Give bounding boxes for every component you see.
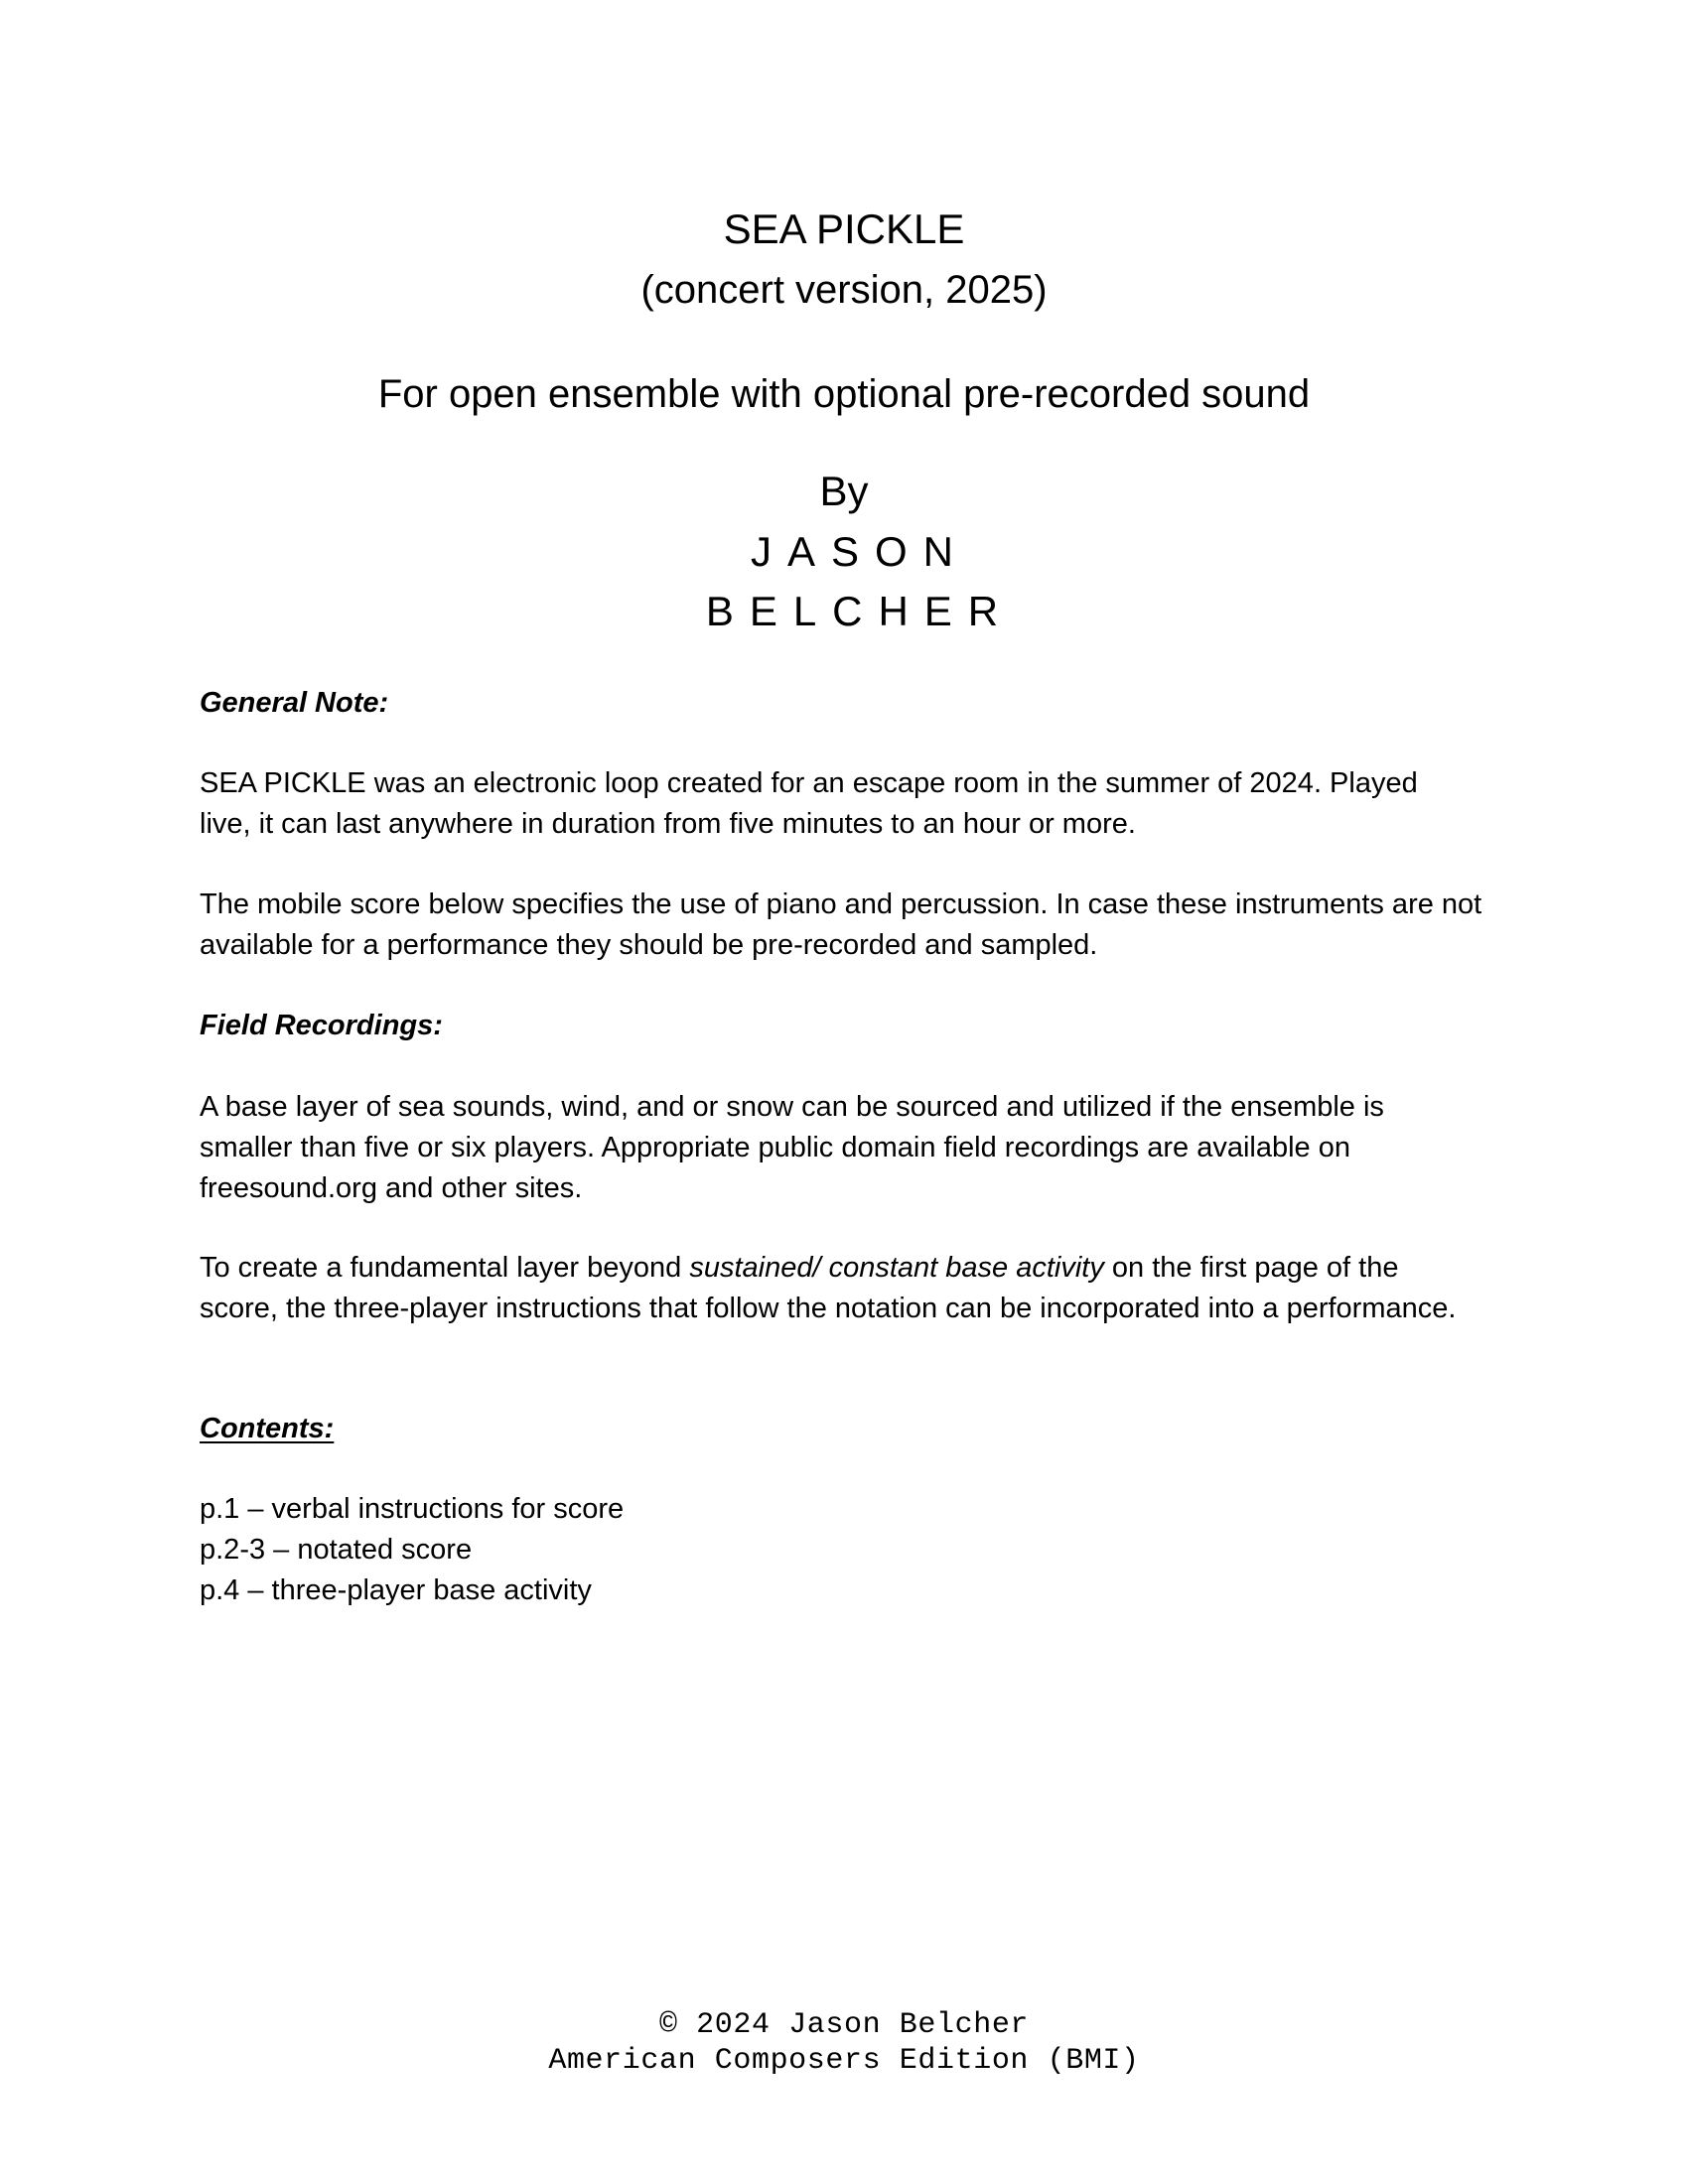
field-recordings-paragraph-2-emphasis: sustained/ constant base activity — [689, 1252, 1104, 1284]
field-recordings-paragraph-2-start: To create a fundamental layer beyond — [200, 1252, 690, 1284]
contents-item: p.4 – three-player base activity — [200, 1574, 592, 1606]
contents-heading-text: Contents: — [200, 1413, 335, 1444]
instrumentation-line: For open ensemble with optional pre-recorded sound — [377, 372, 1311, 416]
contents-item: p.1 – verbal instructions for score — [200, 1493, 625, 1525]
general-note-paragraph-1: SEA PICKLE was an electronic loop created for an escape room in the summer of 2024. Played live, it can last anywhere in duration from five minutes to an hour or more. — [200, 767, 1418, 840]
field-recordings-paragraph-2 — [200, 1248, 1480, 1329]
publisher-line: American Composers Edition (BMI) — [548, 2044, 1140, 2078]
contents-heading — [200, 1409, 1490, 1449]
version-subtitle: (concert version, 2025) — [640, 268, 1048, 312]
field-recordings-paragraph-1: A base layer of sea sounds, wind, and or snow can be sourced and utilized if the ensemble is smaller than five or six players. Appropriate public domain field recordings are available on freesound.org and other sites. — [200, 1091, 1384, 1204]
field-recordings-heading: Field Recordings: — [200, 1010, 443, 1041]
composer-last-name: BELCHER — [705, 588, 1015, 634]
general-note-heading: General Note: — [200, 687, 389, 719]
general-note-paragraph-2: The mobile score below specifies the use of piano and percussion. In case these instruments are not available for a performance they should be pre-recorded and sampled. — [200, 888, 1482, 961]
by-line: By — [819, 468, 869, 514]
contents-item: p.2-3 – notated score — [200, 1534, 473, 1566]
field-recordings-paragraph-2-end: on the first page of the score, the three-player instructions that follow the notation can be incorporated into a performance. — [200, 1252, 1457, 1324]
work-title: SEA PICKLE — [723, 205, 965, 252]
copyright-notice: © 2024 Jason Belcher — [658, 2008, 1030, 2042]
composer-first-name: JASON — [751, 528, 969, 575]
contents-list — [200, 1489, 1490, 1611]
